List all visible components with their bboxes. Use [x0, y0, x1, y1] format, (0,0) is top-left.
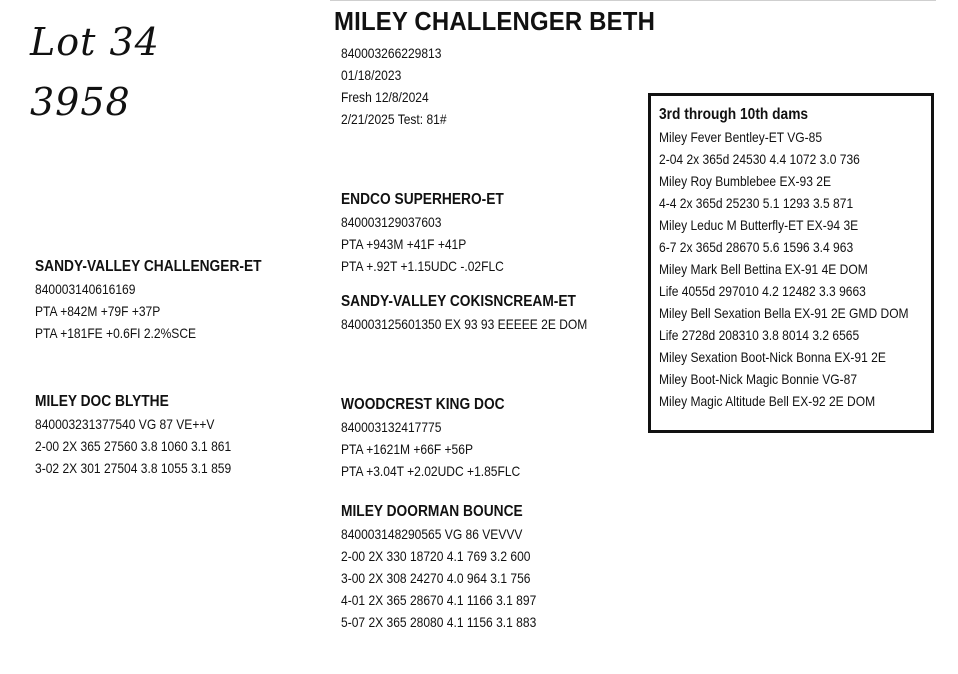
- dams-line: Miley Leduc M Butterfly-ET EX-94 3E: [659, 217, 859, 233]
- sire-sire-name: ENDCO SUPERHERO-ET: [341, 191, 504, 208]
- sire-dam-line: 840003125601350 EX 93 93 EEEEE 2E DOM: [341, 316, 588, 332]
- dams-box: [648, 93, 934, 433]
- dams-line: 4-4 2x 365d 25230 5.1 1293 3.5 871: [659, 195, 854, 211]
- dam-dam-line: 2-00 2X 330 18720 4.1 769 3.2 600: [341, 548, 531, 564]
- sire-line: 840003140616169: [35, 281, 136, 297]
- sire-dam-name: SANDY-VALLEY COKISNCREAM-ET: [341, 293, 576, 310]
- dam-dam-line: 5-07 2X 365 28080 4.1 1156 3.1 883: [341, 614, 537, 630]
- sire-sire-line: PTA +.92T +1.15UDC -.02FLC: [341, 258, 504, 274]
- sire-block: [35, 256, 298, 344]
- dam-line: 840003231377540 VG 87 VE++V: [35, 416, 215, 432]
- dams-line: Miley Bell Sexation Bella EX-91 2E GMD DOM: [659, 305, 909, 321]
- dam-line: 2-00 2X 365 27560 3.8 1060 3.1 861: [35, 438, 232, 454]
- dam-name: MILEY DOC BLYTHE: [35, 393, 169, 410]
- dam-sire-name: WOODCREST KING DOC: [341, 396, 505, 413]
- animal-details: [341, 42, 464, 130]
- animal-fresh-date: Fresh 12/8/2024: [341, 89, 429, 105]
- lot-label: Lot 34: [30, 20, 160, 64]
- dam-dam-line: 4-01 2X 365 28670 4.1 1166 3.1 897: [341, 592, 537, 608]
- sire-sire-block: [341, 189, 530, 277]
- dams-line: Miley Boot-Nick Magic Bonnie VG-87: [659, 371, 858, 387]
- dams-line: Miley Fever Bentley-ET VG-85: [659, 129, 823, 145]
- dam-dam-line: 840003148290565 VG 86 VEVVV: [341, 526, 523, 542]
- dams-line: Miley Sexation Boot-Nick Bonna EX-91 2E: [659, 349, 886, 365]
- dam-sire-block: [341, 394, 549, 482]
- dams-line: 6-7 2x 365d 28670 5.6 1596 3.4 963: [659, 239, 854, 255]
- sire-sire-line: 840003129037603: [341, 214, 442, 230]
- dams-line: Life 4055d 297010 4.2 12482 3.3 9663: [659, 283, 866, 299]
- dam-line: 3-02 2X 301 27504 3.8 1055 3.1 859: [35, 460, 232, 476]
- lot-number: 3958: [30, 80, 131, 124]
- sire-sire-line: PTA +943M +41F +41P: [341, 236, 467, 252]
- dams-line: Miley Roy Bumblebee EX-93 2E: [659, 173, 831, 189]
- animal-id: 840003266229813: [341, 45, 442, 61]
- animal-name: MILEY CHALLENGER BETH: [334, 6, 656, 36]
- sire-line: PTA +842M +79F +37P: [35, 303, 161, 319]
- dam-dam-line: 3-00 2X 308 24270 4.0 964 3.1 756: [341, 570, 531, 586]
- animal-birth-date: 01/18/2023: [341, 67, 402, 83]
- dam-sire-line: PTA +1621M +66F +56P: [341, 441, 473, 457]
- dam-sire-line: PTA +3.04T +2.02UDC +1.85FLC: [341, 463, 521, 479]
- dams-line: Life 2728d 208310 3.8 8014 3.2 6565: [659, 327, 860, 343]
- top-divider: [330, 0, 936, 1]
- dams-box-title: 3rd through 10th dams: [659, 106, 809, 123]
- sire-line: PTA +181FE +0.6FI 2.2%SCE: [35, 325, 197, 341]
- dam-dam-name: MILEY DOORMAN BOUNCE: [341, 503, 523, 520]
- dam-dam-block: [341, 501, 568, 633]
- dams-line: 2-04 2x 365d 24530 4.4 1072 3.0 736: [659, 151, 860, 167]
- sire-dam-block: [341, 291, 627, 335]
- animal-test: 2/21/2025 Test: 81#: [341, 111, 447, 127]
- dams-line: Miley Mark Bell Bettina EX-91 4E DOM: [659, 261, 868, 277]
- sire-name: SANDY-VALLEY CHALLENGER-ET: [35, 258, 262, 275]
- dam-block: [35, 391, 263, 479]
- dams-list: [659, 104, 949, 412]
- dams-line: Miley Magic Altitude Bell EX-92 2E DOM: [659, 393, 876, 409]
- dam-sire-line: 840003132417775: [341, 419, 442, 435]
